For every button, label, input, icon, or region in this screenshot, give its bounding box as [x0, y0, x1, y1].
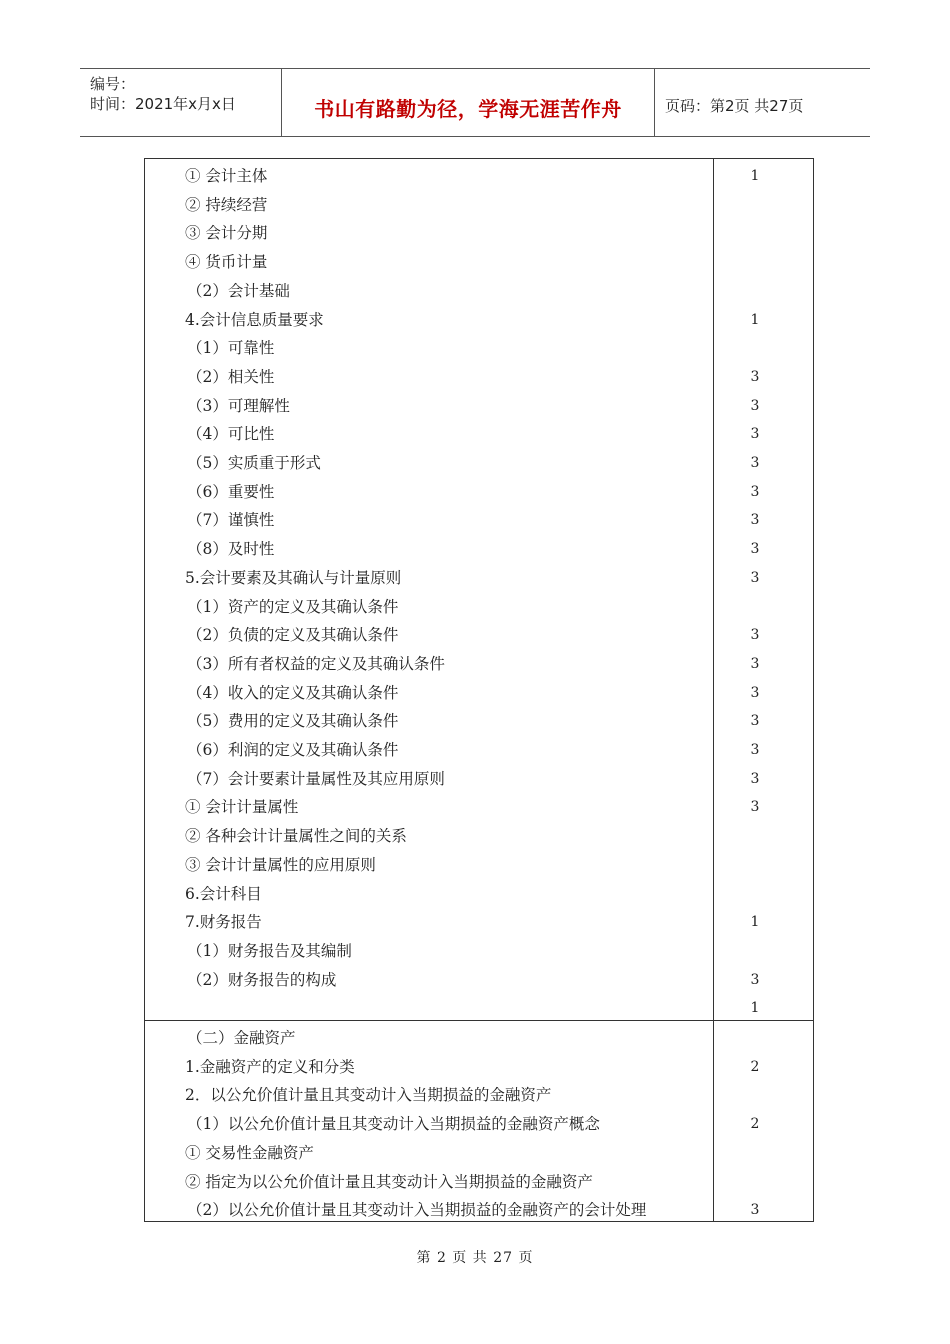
row-text: （二）金融资产 — [187, 1029, 296, 1047]
table-row — [145, 539, 813, 568]
table-row — [145, 912, 813, 941]
row-score: 3 — [750, 426, 760, 443]
row-score: 3 — [750, 541, 760, 558]
row-text: 7.财务报告 — [185, 913, 262, 932]
header-page-cell — [655, 69, 870, 136]
table-row — [145, 568, 813, 597]
table-row — [145, 1143, 813, 1172]
row-score: 3 — [750, 713, 760, 730]
table-row — [145, 367, 813, 396]
table-row — [145, 482, 813, 511]
motto: 书山有路勤为径，学海无涯苦作舟 — [314, 97, 622, 121]
row-text: 5.会计要素及其确认与计量原则 — [185, 568, 402, 587]
row-text: ③ 会计分期 — [185, 224, 268, 243]
row-score: 3 — [750, 455, 760, 471]
table-row — [145, 281, 813, 310]
table-row — [145, 797, 813, 826]
row-score: 3 — [750, 512, 760, 529]
table-row — [145, 740, 813, 769]
table-row — [145, 884, 813, 913]
row-score: 3 — [750, 684, 760, 701]
table-row — [145, 195, 813, 224]
row-score: 3 — [750, 770, 760, 787]
row-text: （6）利润的定义及其确认条件 — [187, 741, 399, 759]
table-row — [145, 166, 813, 195]
table-row — [145, 769, 813, 798]
table-row — [145, 683, 813, 712]
row-text: 6.会计科目 — [185, 884, 262, 903]
row-text: （1）财务报告及其编制 — [187, 941, 352, 960]
date-label: 时间：2021年x月x日 — [90, 95, 236, 113]
row-score: 1 — [750, 168, 760, 184]
table-row — [145, 310, 813, 339]
row-score: 3 — [750, 627, 760, 644]
page-footer: 第 2 页 共 27 页 — [416, 1250, 534, 1266]
outline-table — [144, 158, 814, 1222]
row-text: （3）所有者权益的定义及其确认条件 — [187, 654, 445, 673]
serial-label: 编号： — [90, 75, 136, 93]
table-row — [145, 510, 813, 539]
row-score: 3 — [750, 368, 760, 385]
table-row — [145, 424, 813, 453]
row-score: 3 — [750, 742, 760, 758]
row-text: ② 各种会计计量属性之间的关系 — [185, 827, 407, 846]
row-text: ① 会计主体 — [185, 167, 268, 185]
row-text: （2）相关性 — [187, 367, 275, 386]
row-score: 3 — [750, 655, 760, 672]
table-row — [145, 223, 813, 252]
row-text: 2．以公允价值计量且其变动计入当期损益的金融资产 — [185, 1086, 552, 1105]
row-score: 3 — [750, 1202, 760, 1219]
table-row — [145, 1085, 813, 1114]
row-text: （5）费用的定义及其确认条件 — [187, 712, 399, 731]
table-row — [145, 597, 813, 626]
row-text: ① 会计计量属性 — [185, 798, 299, 817]
table-row — [145, 1114, 813, 1143]
row-score: 1 — [750, 311, 760, 328]
row-text: （7）会计要素计量属性及其应用原则 — [187, 769, 445, 788]
row-text: 1.金融资产的定义和分类 — [185, 1057, 355, 1076]
row-text: （2）财务报告的构成 — [187, 970, 337, 989]
row-score: 3 — [750, 799, 760, 816]
row-score: 3 — [750, 569, 760, 586]
row-text: （4）收入的定义及其确认条件 — [187, 683, 399, 702]
row-text: ② 持续经营 — [185, 195, 268, 214]
table-row — [145, 654, 813, 683]
row-score: 2 — [750, 1058, 760, 1075]
row-text: （8）及时性 — [187, 540, 275, 559]
table-row — [145, 941, 813, 970]
row-text: （2）以公允价值计量且其变动计入当期损益的金融资产的会计处理 — [187, 1201, 647, 1220]
table-row — [145, 998, 813, 1027]
table-row — [145, 1028, 813, 1057]
row-text: （6）重要性 — [187, 482, 275, 501]
row-text: ② 指定为以公允价值计量且其变动计入当期损益的金融资产 — [185, 1172, 593, 1191]
row-score: 1 — [750, 1000, 760, 1017]
row-text: （5）实质重于形式 — [187, 454, 321, 472]
row-score: 1 — [750, 914, 760, 931]
table-row — [145, 1057, 813, 1086]
row-score: 3 — [750, 397, 760, 414]
table-row — [145, 252, 813, 281]
table-row — [145, 453, 813, 482]
row-text: 4.会计信息质量要求 — [185, 310, 324, 329]
row-text: （1）资产的定义及其确认条件 — [187, 597, 399, 616]
row-text: （2）负债的定义及其确认条件 — [187, 626, 399, 645]
page-label: 页码：第2页 共27页 — [665, 97, 804, 115]
row-text: （2）会计基础 — [187, 281, 290, 300]
page-header — [80, 68, 870, 137]
table-row — [145, 396, 813, 425]
row-score: 3 — [750, 483, 760, 500]
row-text: （1）以公允价值计量且其变动计入当期损益的金融资产概念 — [187, 1115, 600, 1134]
row-score: 2 — [750, 1116, 760, 1133]
row-text: ③ 会计计量属性的应用原则 — [185, 855, 376, 874]
row-text: ④ 货币计量 — [185, 253, 268, 272]
table-row — [145, 826, 813, 855]
row-text: ① 交易性金融资产 — [185, 1143, 314, 1162]
row-score: 3 — [750, 971, 760, 988]
row-text: （3）可理解性 — [187, 396, 290, 415]
row-text: （1）可靠性 — [187, 339, 275, 358]
table-row — [145, 855, 813, 884]
table-row — [145, 970, 813, 999]
row-text: （7）谨慎性 — [187, 511, 275, 530]
table-row — [145, 711, 813, 740]
header-motto-cell — [282, 69, 655, 136]
table-row — [145, 338, 813, 367]
table-row — [145, 1172, 813, 1201]
header-meta-cell — [80, 69, 282, 136]
table-row — [145, 1200, 813, 1229]
table-row — [145, 625, 813, 654]
row-text: （4）可比性 — [187, 425, 275, 444]
